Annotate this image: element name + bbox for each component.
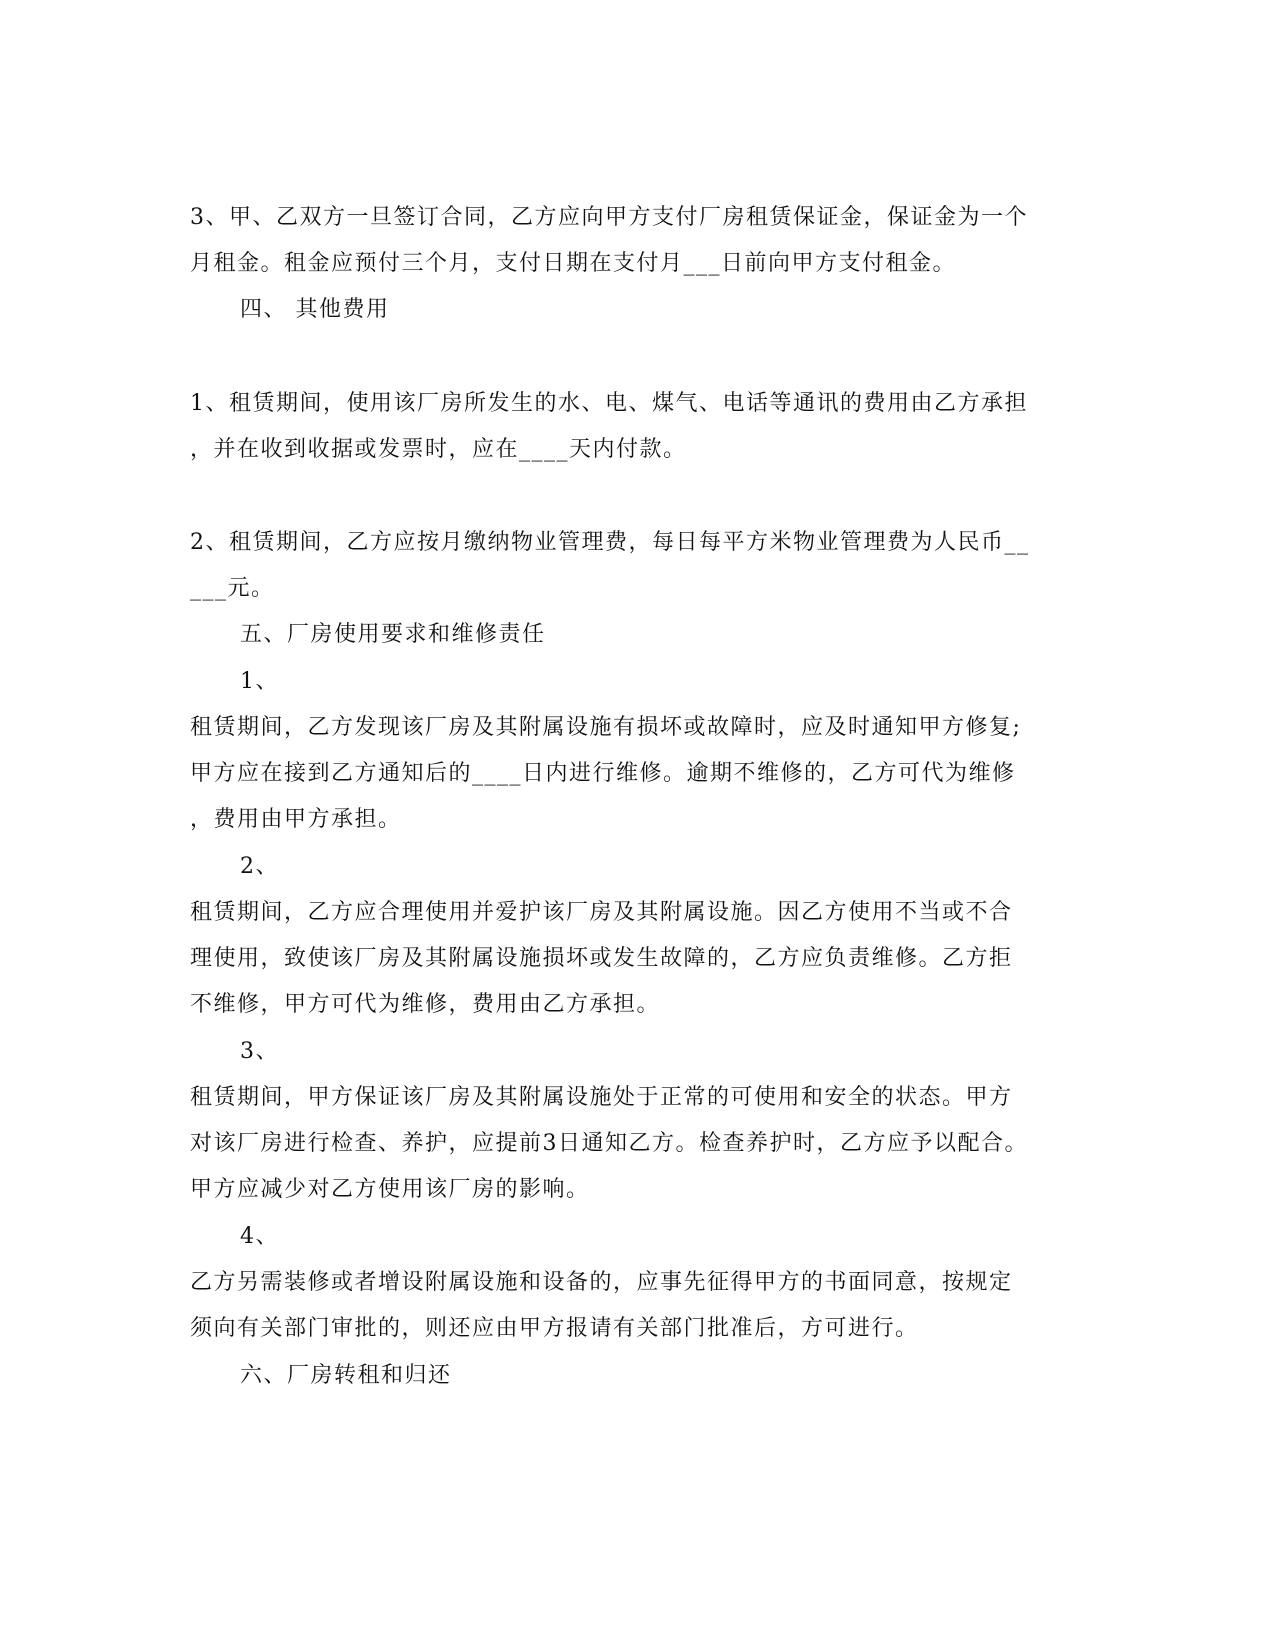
paragraph-line: ___元。 [190,576,275,601]
paragraph-line: ，费用由甲方承担。 [190,807,402,832]
paragraph-line: 租赁期间，乙方应合理使用并爱护该厂房及其附属设施。因乙方使用不当或不合 [190,900,1013,925]
paragraph-line: 3、甲、乙双方一旦签订合同，乙方应向甲方支付厂房租赁保证金，保证金为一个 [190,205,1028,230]
item-number: 1、 [240,669,279,694]
item-number: 3、 [240,1039,279,1064]
section-heading: 六、厂房转租和归还 [240,1363,452,1388]
section-heading: 四、 其他费用 [240,297,390,322]
paragraph-line: 2、租赁期间，乙方应按月缴纳物业管理费，每日每平方米物业管理费为人民币__ [190,530,1030,555]
item-number: 2、 [240,854,279,879]
paragraph-line: 租赁期间，乙方发现该厂房及其附属设施有损坏或故障时，应及时通知甲方修复; [190,715,1022,740]
paragraph-line: 理使用，致使该厂房及其附属设施损坏或发生故障的，乙方应负责维修。乙方拒 [190,946,1013,971]
paragraph-line: 甲方应在接到乙方通知后的____日内进行维修。逾期不维修的，乙方可代为维修 [190,761,1016,786]
paragraph-line: 对该厂房进行检查、养护，应提前3日通知乙方。检查养护时，乙方应予以配合。 [190,1131,1028,1156]
item-number: 4、 [240,1224,279,1249]
paragraph-line: 不维修，甲方可代为维修，费用由乙方承担。 [190,992,661,1017]
section-heading: 五、厂房使用要求和维修责任 [240,622,546,647]
paragraph-line: 甲方应减少对乙方使用该厂房的影响。 [190,1177,590,1202]
paragraph-line: 1、租赁期间，使用该厂房所发生的水、电、煤气、电话等通讯的费用由乙方承担 [190,391,1028,416]
paragraph-line: 租赁期间，甲方保证该厂房及其附属设施处于正常的可使用和安全的状态。甲方 [190,1085,1013,1110]
paragraph-line: 月租金。租金应预付三个月，支付日期在支付月___日前向甲方支付租金。 [190,251,957,276]
paragraph-line: 乙方另需装修或者增设附属设施和设备的，应事先征得甲方的书面同意，按规定 [190,1270,1013,1295]
paragraph-line: ，并在收到收据或发票时，应在____天内付款。 [190,437,687,462]
paragraph-line: 须向有关部门审批的，则还应由甲方报请有关部门批准后，方可进行。 [190,1316,919,1341]
